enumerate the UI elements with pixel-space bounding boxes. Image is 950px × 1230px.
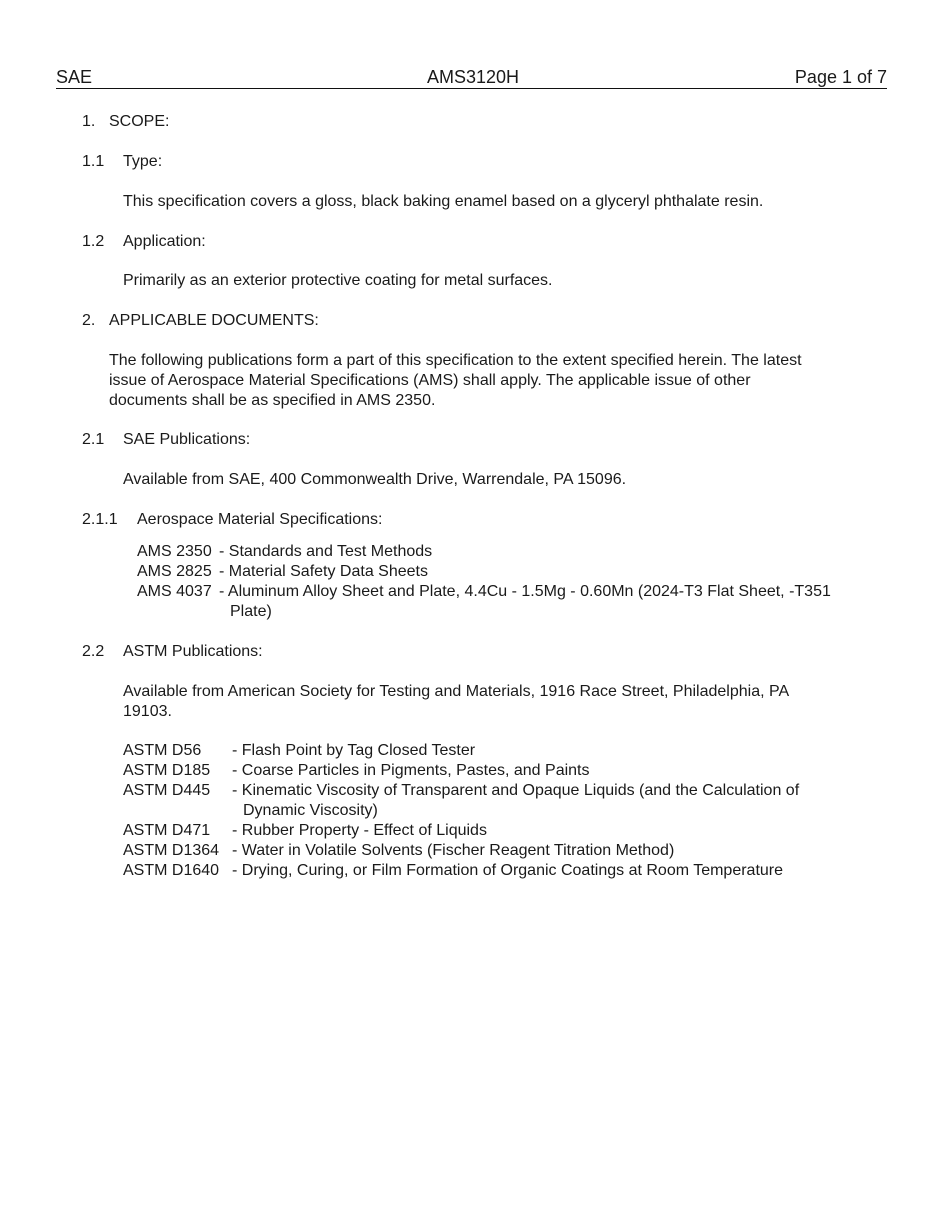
section-2-1-title: SAE Publications: [123, 431, 251, 448]
section-2-2-title: ASTM Publications: [123, 643, 263, 660]
section-2-1-number: 2.1 [82, 431, 105, 448]
ams-description: - Aluminum Alloy Sheet and Plate, 4.4Cu - 1.5Mg - 0.60Mn (2024-T3 Flat Sheet, -T351 [219, 583, 831, 600]
section-1-2-title: Application: [123, 233, 206, 250]
astm-description: - Coarse Particles in Pigments, Pastes, and Paints [232, 762, 590, 779]
section-1-1-title: Type: [123, 153, 163, 170]
page-header [56, 66, 887, 89]
ams-code: AMS 4037 [137, 583, 212, 600]
astm-code: ASTM D445 [123, 782, 211, 799]
section-1-2-number: 1.2 [82, 233, 105, 250]
astm-description: - Water in Volatile Solvents (Fischer Reagent Titration Method) [232, 842, 675, 859]
section-2-2-body-line: 19103. [123, 703, 172, 720]
ams-description-continuation: Plate) [230, 603, 272, 620]
section-1-title: SCOPE: [109, 113, 170, 130]
section-2-1-1-number: 2.1.1 [82, 511, 118, 528]
section-2-body-line: documents shall be as specified in AMS 2350. [109, 392, 436, 409]
section-1-1-body: This specification covers a gloss, black baking enamel based on a glyceryl phthalate resin. [123, 193, 764, 210]
section-2-number: 2. [82, 312, 96, 329]
section-2-1-1-title: Aerospace Material Specifications: [137, 511, 383, 528]
astm-description: - Drying, Curing, or Film Formation of Organic Coatings at Room Temperature [232, 862, 784, 879]
section-1-number: 1. [82, 113, 96, 130]
astm-description: - Flash Point by Tag Closed Tester [232, 742, 476, 759]
ams-description: - Standards and Test Methods [219, 543, 433, 560]
ams-code: AMS 2350 [137, 543, 212, 560]
section-2-1-body: Available from SAE, 400 Commonwealth Drive, Warrendale, PA 15096. [123, 471, 627, 488]
astm-description: - Rubber Property - Effect of Liquids [232, 822, 487, 839]
astm-code: ASTM D185 [123, 762, 211, 779]
section-2-body-line: The following publications form a part of this specification to the extent specified herein. The latest [109, 352, 802, 369]
astm-code: ASTM D56 [123, 742, 202, 759]
section-2-body-line: issue of Aerospace Material Specifications (AMS) shall apply. The applicable issue of other [109, 372, 751, 389]
section-2-title: APPLICABLE DOCUMENTS: [109, 312, 319, 329]
header-page-number: Page 1 of 7 [794, 67, 887, 87]
astm-code: ASTM D1364 [123, 842, 220, 859]
header-doc-number: AMS3120H [427, 67, 520, 87]
section-1-2-body: Primarily as an exterior protective coating for metal surfaces. [123, 272, 553, 289]
section-1-1-number: 1.1 [82, 153, 105, 170]
astm-description: - Kinematic Viscosity of Transparent and Opaque Liquids (and the Calculation of [232, 782, 800, 799]
ams-description: - Material Safety Data Sheets [219, 563, 428, 580]
header-org: SAE [56, 67, 93, 87]
astm-description-continuation: Dynamic Viscosity) [243, 802, 378, 819]
section-2-2-body-line: Available from American Society for Testing and Materials, 1916 Race Street, Philadelphia, PA [123, 683, 790, 700]
section-2-2-number: 2.2 [82, 643, 105, 660]
ams-code: AMS 2825 [137, 563, 212, 580]
astm-code: ASTM D1640 [123, 862, 220, 879]
astm-code: ASTM D471 [123, 822, 211, 839]
